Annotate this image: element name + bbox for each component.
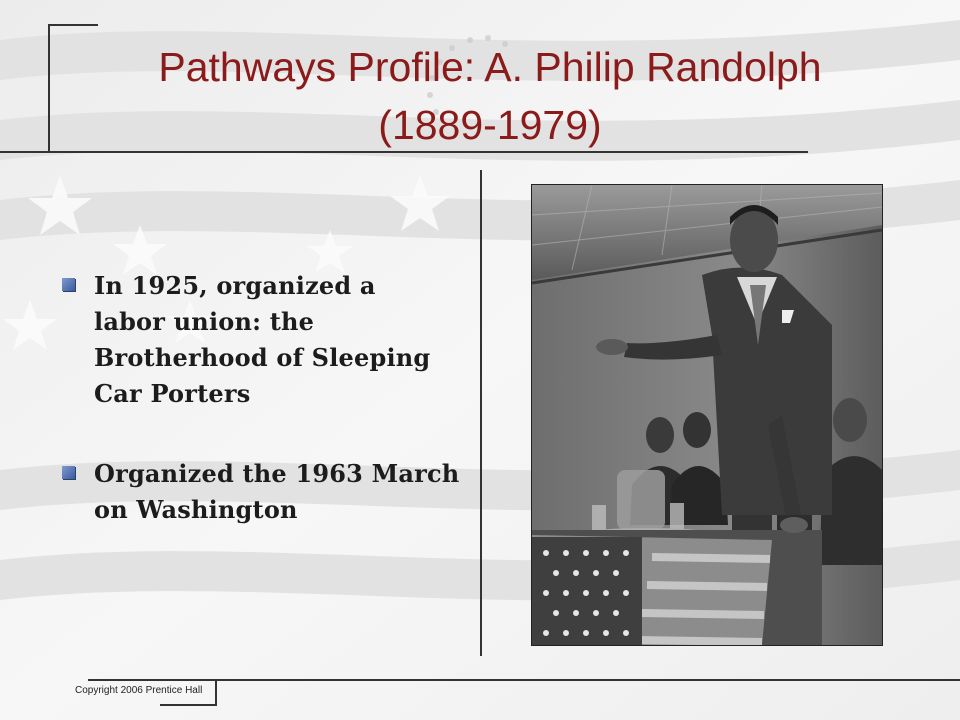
square-bullet-icon: [62, 466, 75, 479]
copyright-text: Copyright 2006 Prentice Hall: [75, 685, 203, 696]
column-divider: [480, 170, 482, 656]
title-corner-vertical-line: [48, 24, 50, 152]
footer-corner-horizontal-line: [160, 704, 217, 706]
bullet-item: [60, 456, 470, 528]
bullet-text: Organized the 1963 March on Washington: [94, 459, 460, 524]
bullet-item: [60, 268, 470, 412]
square-bullet-icon: [62, 278, 75, 291]
bullet-text: In 1925, organized a labor union: the Brotherhood of Sleeping Car Porters: [94, 271, 431, 408]
title-line-2: (1889-1979): [378, 102, 602, 148]
photograph-of-a-philip-randolph-speaking: [531, 184, 883, 646]
title-corner-horizontal-line: [48, 24, 98, 26]
slide-title: [60, 38, 920, 154]
bullet-list: [60, 268, 470, 568]
footer-corner-vertical-line: [215, 679, 217, 705]
title-underline-rule: [0, 151, 808, 153]
footer-rule: [88, 679, 960, 681]
title-line-1: Pathways Profile: A. Philip Randolph: [158, 44, 822, 90]
